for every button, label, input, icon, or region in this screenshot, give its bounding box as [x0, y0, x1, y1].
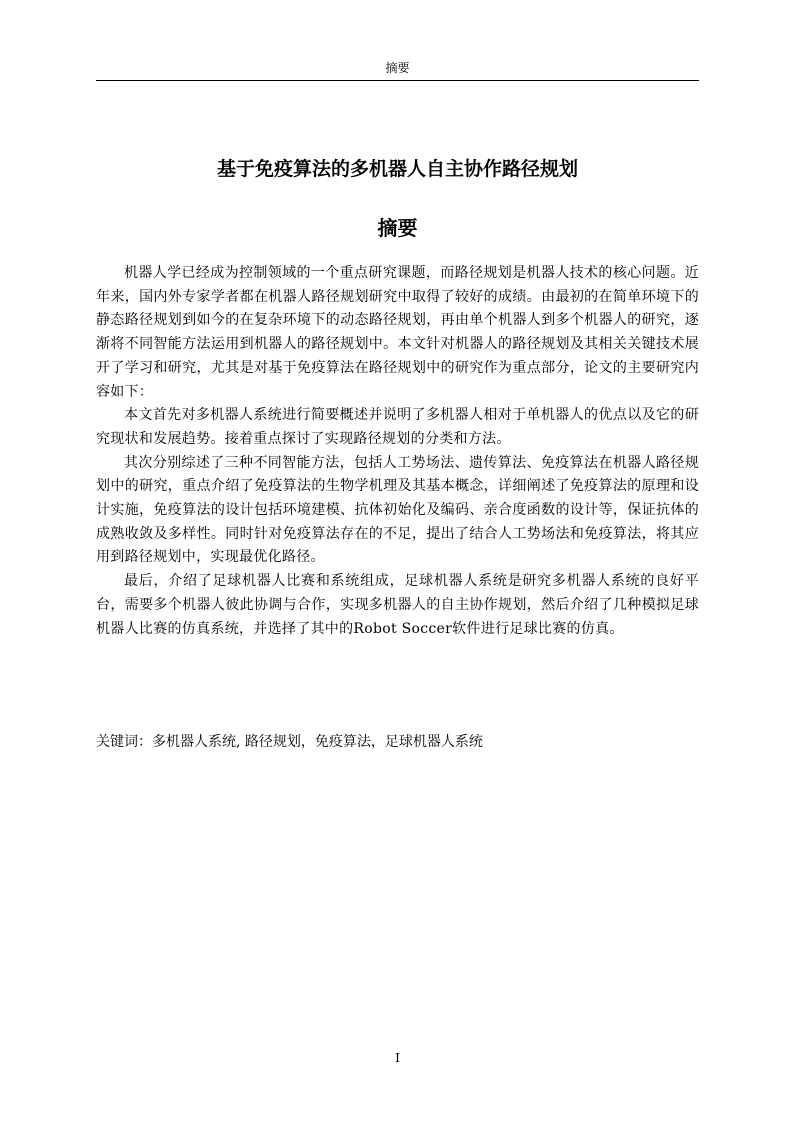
abstract-paragraph: 机器人学已经成为控制领域的一个重点研究课题，而路径规划是机器人技术的核心问题。近年来，国内外专家学者都在机器人路径规划研究中取得了较好的成绩。由最初的在简单环境下的静态路径规划到如今的在复杂环境下的动态路径规划，再由单个机器人到多个机器人的研究，逐渐将不同智能方法运用到机器人的路径规划中。本文针对机器人的路径规划及其相关关键技术展开了学习和研究，尤其是对基于免疫算法在路径规划中的研究作为重点部分，论文的主要研究内容如下： [96, 265, 699, 400]
page-number: I [395, 1051, 400, 1065]
abstract-heading: 摘要 [377, 216, 418, 240]
keywords-line [96, 731, 699, 753]
keywords-text: 多机器人系统, 路径规划，免疫算法，足球机器人系统 [152, 734, 483, 750]
header-divider [96, 80, 699, 81]
abstract-body [96, 262, 699, 641]
abstract-paragraph: 其次分别综述了三种不同智能方法，包括人工势场法、遗传算法、免疫算法在机器人路径规划中的研究，重点介绍了免疫算法的生物学机理及其基本概念，详细阐述了免疫算法的原理和设计实施，免疫算法的设计包括环境建模、抗体初始化及编码、亲合度函数的设计等，保证抗体的成熟收敛及多样性。同时针对免疫算法存在的不足，提出了结合人工势场法和免疫算法，将其应用到路径规划中，实现最优化路径。 [96, 454, 699, 566]
keywords-label: 关键词： [96, 734, 152, 750]
running-header: 摘要 [385, 61, 410, 75]
abstract-paragraph: 最后，介绍了足球机器人比赛和系统组成，足球机器人系统是研究多机器人系统的良好平台，需要多个机器人彼此协调与合作，实现多机器人的自主协作规划，然后介绍了几种模拟足球机器人比赛的仿真系统，并选择了其中的Robot Soccer软件进行足球比赛的仿真。 [96, 573, 699, 637]
document-title: 基于免疫算法的多机器人自主协作路径规划 [216, 158, 578, 180]
abstract-paragraph: 本文首先对多机器人系统进行简要概述并说明了多机器人相对于单机器人的优点以及它的研究现状和发展趋势。接着重点探讨了实现路径规划的分类和方法。 [96, 407, 699, 447]
